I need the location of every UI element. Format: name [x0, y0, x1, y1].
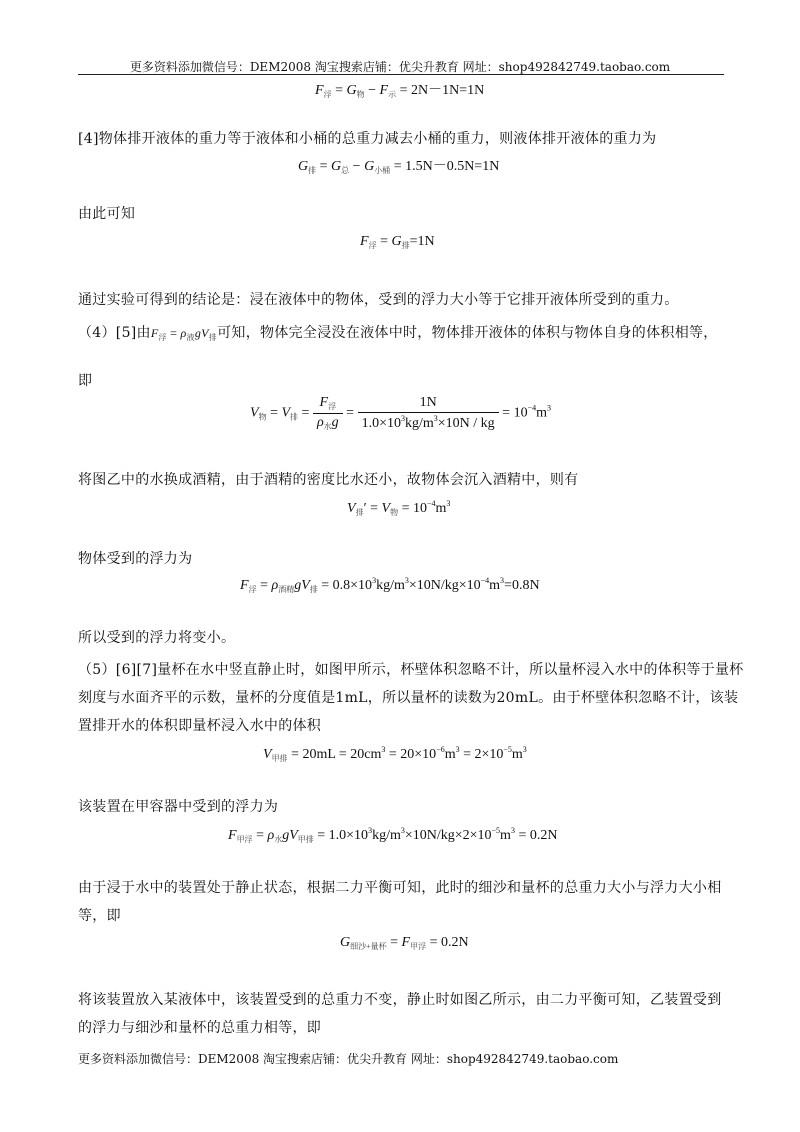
- eq-superscript: 3: [455, 745, 460, 754]
- paragraph: [4]物体排开液体的重力等于液体和小桶的总重力减去小桶的重力，则液体排开液体的重力为: [78, 131, 657, 147]
- paragraph-part5-line2: 刻度与水面齐平的示数，量杯的分度值是1mL，所以量杯的读数为20mL。由于杯壁体积忽略不计，该装: [78, 690, 739, 706]
- paragraph-conclusion: 通过实验可得到的结论是：浸在液体中的物体，受到的浮力大小等于它排开液体所受到的重力。: [78, 292, 679, 308]
- eq-symbol: F: [360, 234, 369, 249]
- eq-text: =: [331, 83, 347, 98]
- paragraph-part5-line1: （5）[6][7]量杯在水中竖直静止时，如图甲所示，杯壁体积忽略不计，所以量杯浸入水中的体积等于量杯: [78, 662, 744, 678]
- eq-superscript: 3: [522, 745, 527, 754]
- eq-symbol: F: [401, 935, 411, 950]
- eq-symbol: g: [282, 828, 290, 843]
- eq-text: m: [435, 501, 447, 516]
- eq-superscript: −4: [480, 576, 490, 585]
- equation-object-volume: [250, 395, 551, 432]
- eq-subscript: 排: [208, 333, 218, 342]
- eq-text: =: [266, 405, 282, 421]
- eq-superscript: −4: [427, 499, 436, 508]
- page-header: 更多资料添加微信号：DEM2008 淘宝搜索店铺：优尖升教育 网址：shop492842749.taobao.com: [129, 60, 671, 74]
- eq-symbol: V: [347, 501, 356, 516]
- eq-subscript: 总: [341, 166, 350, 175]
- eq-text: ×10N/kg×10: [408, 578, 481, 593]
- paragraph-equilibrium-line2: 等，即: [78, 908, 121, 924]
- eq-subscript: 物: [258, 412, 267, 422]
- eq-symbol: F: [240, 578, 249, 593]
- eq-text: = 2×10: [459, 747, 504, 762]
- eq-text: = 1.5N－0.5N=1N: [390, 159, 500, 174]
- eq-symbol: V: [263, 747, 272, 762]
- eq-subscript: 液: [186, 333, 195, 342]
- eq-text: =: [256, 578, 272, 593]
- eq-subscript: 浮: [158, 333, 167, 342]
- eq-text: = 10: [398, 501, 427, 516]
- eq-subscript: 排: [355, 508, 364, 517]
- eq-subscript: 甲排: [271, 754, 288, 763]
- eq-text: = 0.8×10: [317, 578, 373, 593]
- eq-subscript: 示: [388, 90, 397, 99]
- eq-text: m: [489, 578, 501, 593]
- eq-text: m: [444, 747, 456, 762]
- paragraph-final-line2: 的浮力与细沙和量杯的总重力相等，即: [78, 1020, 322, 1036]
- eq-text: =: [376, 234, 392, 249]
- eq-subscript: 浮: [323, 90, 332, 99]
- eq-symbol: F: [150, 326, 159, 340]
- eq-text: =: [342, 405, 358, 421]
- eq-subscript: 排: [401, 241, 410, 250]
- paragraph: 即: [78, 373, 93, 389]
- equation-alcohol-volume: [347, 499, 450, 518]
- eq-subscript: 小桶: [374, 166, 391, 175]
- equation-alcohol-buoyancy: [240, 576, 540, 595]
- equation-displaced-weight: [298, 155, 499, 176]
- fraction: [313, 395, 343, 432]
- eq-text: m: [500, 828, 511, 843]
- eq-text: =: [498, 405, 514, 421]
- equation-cup-volume: [263, 745, 527, 764]
- eq-subscript: 排: [309, 585, 318, 594]
- eq-symbol: ρ: [316, 415, 324, 430]
- equation-cup-buoyancy: [228, 826, 557, 845]
- equation-total-weight: [340, 935, 469, 952]
- eq-symbol: G: [364, 159, 375, 174]
- eq-text: 1.0×10: [361, 416, 401, 431]
- eq-symbol: G: [340, 935, 351, 950]
- paragraph: 所以受到的浮力将变小。: [78, 630, 236, 646]
- eq-text: = 0.2N: [514, 828, 558, 843]
- eq-subscript: 水: [323, 422, 332, 431]
- eq-text: =1N: [409, 234, 435, 249]
- eq-superscript: 3: [446, 499, 451, 508]
- eq-symbol: V: [301, 578, 310, 593]
- eq-subscript: 物: [356, 90, 365, 99]
- eq-subscript: 酒精: [278, 585, 295, 594]
- fraction-denominator: [313, 414, 343, 432]
- eq-symbol: V: [381, 501, 391, 516]
- eq-superscript: 3: [510, 826, 515, 835]
- eq-subscript: 甲排: [297, 835, 314, 844]
- eq-symbol: V: [250, 405, 259, 421]
- eq-symbol: g: [294, 578, 302, 593]
- eq-subscript: 排: [308, 166, 317, 175]
- eq-text: −: [364, 83, 380, 98]
- eq-text: =: [366, 501, 382, 516]
- eq-subscript: 物: [390, 508, 399, 517]
- eq-superscript: 3: [381, 745, 386, 754]
- eq-text: kg/m: [376, 578, 405, 593]
- eq-superscript: 3: [433, 414, 438, 423]
- eq-symbol: G: [391, 234, 402, 249]
- eq-superscript: 3: [400, 414, 405, 423]
- eq-superscript: 3: [546, 403, 551, 413]
- eq-subscript: 浮: [368, 241, 377, 250]
- header-divider: [78, 74, 724, 75]
- eq-symbol: G: [331, 159, 342, 174]
- inline-equation-archimedes: [151, 326, 217, 340]
- eq-superscript: 3: [500, 576, 505, 585]
- eq-text: =: [316, 159, 332, 174]
- eq-symbol: G: [298, 159, 309, 174]
- eq-text: = 20×10: [385, 747, 437, 762]
- text-span: 可知，物体完全浸没在液体中时，物体排开液体的体积与物体自身的体积相等，: [217, 325, 718, 341]
- eq-superscript: −6: [436, 745, 445, 754]
- eq-text: =: [386, 935, 402, 950]
- eq-superscript: 3: [404, 576, 409, 585]
- eq-subscript: 浮: [248, 585, 257, 594]
- eq-text: =0.8N: [504, 578, 540, 593]
- eq-superscript: −4: [527, 403, 537, 413]
- eq-symbol: g: [194, 326, 202, 340]
- text-span: （4）[5]由: [78, 325, 151, 341]
- eq-text: ×10N/kg×2×10: [404, 828, 492, 843]
- eq-symbol: g: [331, 415, 339, 430]
- eq-text: =: [252, 828, 268, 843]
- eq-symbol: V: [289, 828, 298, 843]
- eq-symbol: F: [315, 83, 324, 98]
- eq-subscript: 排: [290, 412, 299, 422]
- equation-buoyancy-difference: [315, 79, 484, 100]
- eq-superscript: 3: [368, 826, 373, 835]
- eq-subscript: 细沙+量杯: [350, 942, 387, 951]
- equation-buoyancy-equals-displaced: [360, 234, 435, 251]
- eq-superscript: 3: [372, 576, 377, 585]
- eq-text: = 2N－1N=1N: [396, 83, 485, 98]
- eq-symbol: ρ: [180, 326, 187, 340]
- eq-symbol: ρ: [267, 828, 275, 843]
- eq-text: m: [536, 405, 547, 421]
- eq-symbol: ρ: [271, 578, 279, 593]
- eq-superscript: −5: [503, 745, 512, 754]
- page-footer: 更多资料添加微信号：DEM2008 淘宝搜索店铺：优尖升教育 网址：shop492842749.taobao.com: [78, 1052, 619, 1066]
- fraction-denominator: [358, 413, 499, 432]
- paragraph: 物体受到的浮力为: [78, 551, 193, 567]
- eq-text: ×10N / kg: [437, 416, 495, 431]
- fraction-numerator: 1N: [358, 395, 499, 413]
- paragraph-part5-line3: 置排开水的体积即量杯浸入水中的体积: [78, 718, 322, 734]
- paragraph: 由此可知: [78, 206, 136, 222]
- eq-text: kg/m: [404, 416, 434, 431]
- eq-symbol: G: [346, 83, 357, 98]
- eq-symbol: F: [319, 395, 329, 410]
- paragraph-equilibrium-line1: 由于浸于水中的装置处于静止状态，根据二力平衡可知，此时的细沙和量杯的总重力大小与浮力大小相: [78, 880, 722, 896]
- eq-superscript: −5: [491, 826, 501, 835]
- eq-text: = 20mL = 20cm: [287, 747, 382, 762]
- paragraph: 该装置在甲容器中受到的浮力为: [78, 799, 279, 815]
- eq-text: 10: [513, 405, 528, 421]
- paragraph-final-line1: 将该装置放入某液体中，该装置受到的总重力不变，静止时如图乙所示，由二力平衡可知，乙装置受到: [78, 992, 722, 1008]
- eq-subscript: 甲浮: [410, 942, 427, 951]
- eq-text: =: [166, 326, 181, 340]
- paragraph-part4: [78, 322, 718, 343]
- paragraph: 将图乙中的水换成酒精，由于酒精的密度比水还小，故物体会沉入酒精中，则有: [78, 472, 579, 488]
- eq-subscript: 甲浮: [236, 835, 253, 844]
- eq-symbol: F: [228, 828, 237, 843]
- eq-subscript: 浮: [328, 402, 337, 411]
- fraction: [358, 395, 499, 432]
- eq-text: m: [511, 747, 523, 762]
- fraction-numerator: [313, 395, 343, 414]
- eq-superscript: 3: [400, 826, 405, 835]
- eq-subscript: 水: [274, 835, 283, 844]
- eq-text: −: [349, 159, 365, 174]
- eq-text: kg/m: [372, 828, 401, 843]
- eq-text: = 0.2N: [426, 935, 469, 950]
- eq-text: =: [298, 405, 313, 421]
- eq-symbol: V: [281, 405, 291, 421]
- eq-symbol: V: [201, 326, 209, 340]
- eq-text: ′: [363, 501, 367, 516]
- eq-text: = 1.0×10: [313, 828, 369, 843]
- eq-symbol: F: [379, 83, 389, 98]
